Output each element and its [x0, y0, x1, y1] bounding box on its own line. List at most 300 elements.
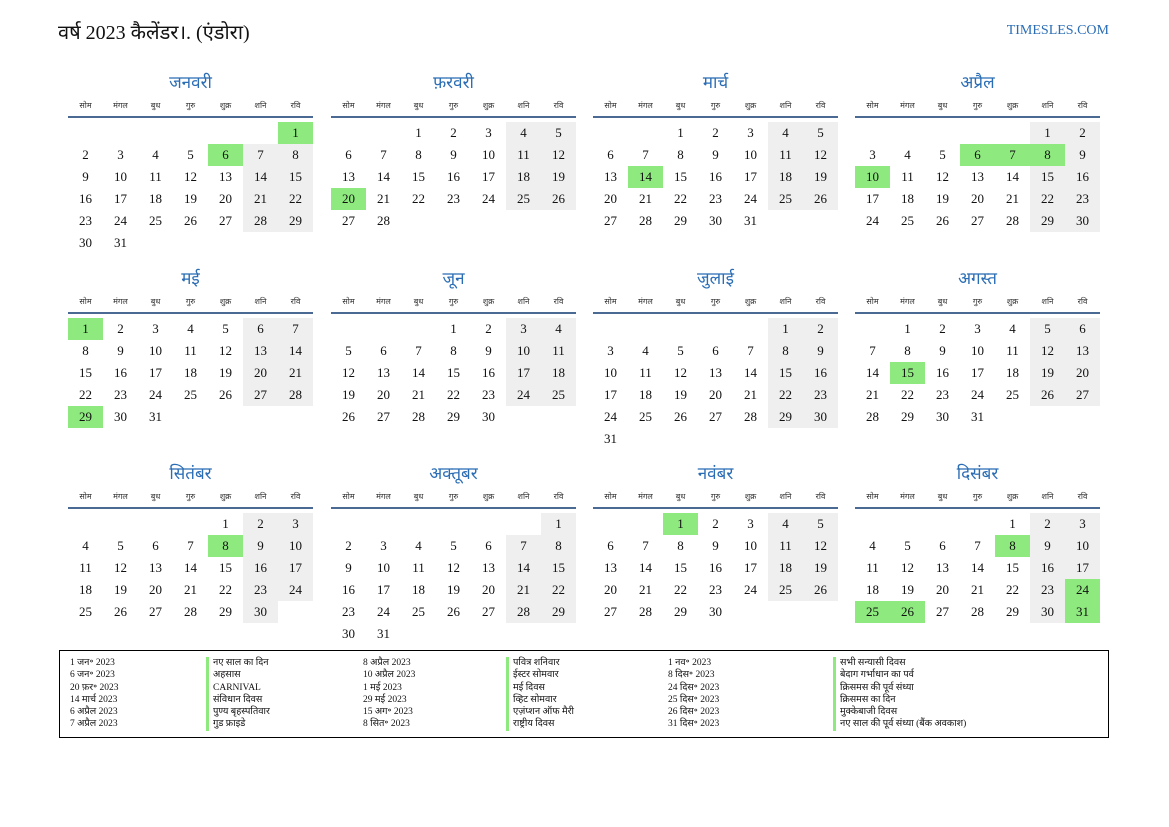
empty-cell — [628, 122, 663, 144]
day-cell: 22 — [674, 582, 687, 597]
weekday-label: गुरु — [710, 297, 721, 306]
day-cell: 3 — [117, 147, 124, 162]
day-cell: 21 — [184, 582, 197, 597]
weekday-label: रवि — [1077, 492, 1088, 501]
day-cell: 10 — [377, 560, 390, 575]
weekday-label: रवि — [1077, 101, 1088, 110]
holiday-day-cell: 7 — [995, 144, 1030, 166]
day-cell: 5 — [345, 343, 352, 358]
day-cell: 31 — [377, 626, 390, 641]
empty-cell — [173, 122, 208, 144]
day-cell: 29 — [674, 604, 687, 619]
day-cell: 23 — [114, 387, 127, 402]
day-cell: 18 — [149, 191, 162, 206]
weekday-label: रवि — [290, 297, 301, 306]
legend-date: 10 अप्रैल 2023 — [363, 670, 416, 681]
day-cell: 22 — [1030, 188, 1065, 210]
empty-cell — [401, 513, 436, 535]
day-cell: 26 — [674, 409, 687, 424]
day-cell: 10 — [1065, 535, 1100, 557]
day-cell: 4 — [82, 538, 89, 553]
weekday-label: सोम — [342, 492, 355, 501]
legend-date: 25 दिस॰ 2023 — [668, 694, 720, 705]
month-block — [855, 463, 1100, 623]
day-cell: 22 — [674, 191, 687, 206]
weekday-label: शनि — [779, 297, 792, 306]
weekday-label: शुक्र — [482, 492, 495, 501]
weekday-label: गुरु — [185, 101, 196, 110]
weekday-label: सोम — [604, 297, 617, 306]
legend-name-column — [206, 657, 270, 731]
day-cell: 9 — [82, 169, 89, 184]
day-cell: 10 — [149, 343, 162, 358]
empty-cell — [366, 122, 401, 144]
weekday-label: सोम — [79, 297, 92, 306]
day-cell: 14 — [184, 560, 197, 575]
day-cell: 15 — [541, 557, 576, 579]
day-cell: 6 — [380, 343, 387, 358]
weekday-label: बुध — [675, 297, 686, 306]
day-cell: 28 — [377, 213, 390, 228]
day-cell: 1 — [222, 516, 229, 531]
day-cell: 17 — [1065, 557, 1100, 579]
day-cell: 17 — [744, 560, 757, 575]
day-cell: 15 — [674, 169, 687, 184]
legend-date: 20 फ़र॰ 2023 — [70, 682, 119, 693]
day-cell: 4 — [768, 122, 803, 144]
month-block — [68, 268, 313, 428]
day-cell: 17 — [866, 191, 879, 206]
day-cell: 27 — [149, 604, 162, 619]
month-name: जनवरी — [169, 73, 212, 92]
weekday-label: मंगल — [376, 101, 391, 110]
day-cell: 19 — [936, 191, 949, 206]
day-cell: 7 — [642, 147, 649, 162]
day-cell: 4 — [506, 122, 541, 144]
weekday-label: शनि — [254, 492, 267, 501]
day-cell: 4 — [187, 321, 194, 336]
day-cell: 1 — [1009, 516, 1016, 531]
weekday-label: शुक्र — [482, 101, 495, 110]
legend-holiday-name: पवित्र शनिवार — [506, 657, 574, 669]
day-cell: 6 — [939, 538, 946, 553]
day-cell: 25 — [184, 387, 197, 402]
day-cell: 8 — [768, 340, 803, 362]
day-cell: 16 — [1030, 557, 1065, 579]
day-cell: 31 — [971, 409, 984, 424]
day-cell: 16 — [803, 362, 838, 384]
day-cell: 23 — [1030, 579, 1065, 601]
weekday-label: सोम — [604, 101, 617, 110]
day-cell: 2 — [712, 516, 719, 531]
weekday-label: सोम — [866, 101, 879, 110]
month-block — [331, 72, 576, 232]
month-block — [68, 72, 313, 254]
day-cell: 14 — [412, 365, 425, 380]
day-grid — [68, 122, 313, 254]
day-cell: 15 — [1030, 166, 1065, 188]
day-cell: 10 — [278, 535, 313, 557]
weekday-label: बुध — [675, 101, 686, 110]
month-name: मार्च — [702, 73, 729, 92]
day-cell: 4 — [152, 147, 159, 162]
day-grid — [855, 318, 1100, 428]
day-cell: 8 — [541, 535, 576, 557]
weekday-label: सोम — [604, 492, 617, 501]
day-cell: 3 — [152, 321, 159, 336]
day-cell: 10 — [604, 365, 617, 380]
day-cell: 21 — [243, 188, 278, 210]
day-cell: 9 — [1065, 144, 1100, 166]
day-cell: 29 — [901, 409, 914, 424]
weekday-header — [68, 491, 313, 509]
empty-cell — [663, 318, 698, 340]
day-cell: 20 — [971, 191, 984, 206]
day-cell: 22 — [541, 579, 576, 601]
day-cell: 16 — [1065, 166, 1100, 188]
day-cell: 4 — [904, 147, 911, 162]
empty-cell — [855, 513, 890, 535]
weekday-label: शनि — [1041, 101, 1054, 110]
day-grid — [855, 513, 1100, 623]
month-block — [855, 268, 1100, 428]
weekday-label: शनि — [517, 101, 530, 110]
month-name: सितंबर — [169, 464, 212, 483]
day-cell: 5 — [117, 538, 124, 553]
day-cell: 2 — [712, 125, 719, 140]
month-name: दिसंबर — [956, 464, 999, 483]
weekday-label: शुक्र — [744, 492, 757, 501]
legend-date: 1 मई 2023 — [363, 682, 402, 693]
day-cell: 18 — [866, 582, 879, 597]
day-cell: 2 — [82, 147, 89, 162]
day-cell: 21 — [639, 582, 652, 597]
legend-date: 1 जन॰ 2023 — [70, 658, 115, 668]
empty-cell — [331, 513, 366, 535]
day-cell: 9 — [939, 343, 946, 358]
weekday-label: रवि — [553, 101, 564, 110]
day-cell: 13 — [1065, 340, 1100, 362]
legend-holiday-name: ईस्टर सोमवार — [506, 669, 574, 681]
day-cell: 29 — [278, 210, 313, 232]
day-cell: 6 — [1065, 318, 1100, 340]
day-cell: 20 — [1065, 362, 1100, 384]
day-cell: 28 — [971, 604, 984, 619]
day-cell: 21 — [506, 579, 541, 601]
weekday-header — [855, 100, 1100, 118]
holiday-day-cell: 14 — [628, 166, 663, 188]
empty-cell — [855, 318, 890, 340]
day-cell: 27 — [377, 409, 390, 424]
day-cell: 17 — [114, 191, 127, 206]
day-cell: 15 — [674, 560, 687, 575]
day-cell: 16 — [709, 560, 722, 575]
day-cell: 28 — [278, 384, 313, 406]
empty-cell — [960, 122, 995, 144]
day-cell: 28 — [243, 210, 278, 232]
weekday-label: बुध — [937, 492, 948, 501]
day-cell: 26 — [1030, 384, 1065, 406]
day-cell: 2 — [1065, 122, 1100, 144]
weekday-label: मंगल — [900, 492, 915, 501]
empty-cell — [698, 318, 733, 340]
holiday-day-cell: 8 — [1030, 144, 1065, 166]
day-cell: 26 — [936, 213, 949, 228]
weekday-label: शनि — [1041, 297, 1054, 306]
day-cell: 7 — [506, 535, 541, 557]
day-cell: 31 — [149, 409, 162, 424]
day-cell: 8 — [415, 147, 422, 162]
day-cell: 16 — [936, 365, 949, 380]
day-cell: 19 — [184, 191, 197, 206]
day-cell: 11 — [184, 343, 197, 358]
day-cell: 11 — [639, 365, 652, 380]
weekday-label: सोम — [79, 101, 92, 110]
legend-date-column — [363, 657, 415, 731]
legend-holiday-name: मई दिवस — [506, 682, 574, 694]
day-cell: 3 — [869, 147, 876, 162]
day-cell: 17 — [482, 169, 495, 184]
day-cell: 3 — [747, 516, 754, 531]
weekday-label: बुध — [150, 297, 161, 306]
holiday-day-cell: 24 — [1065, 579, 1100, 601]
day-cell: 23 — [709, 582, 722, 597]
month-name: फ़रवरी — [433, 73, 474, 92]
day-cell: 14 — [744, 365, 757, 380]
day-cell: 11 — [768, 144, 803, 166]
legend-holiday-name: क्रिसमस की पूर्व संध्या — [833, 682, 966, 694]
day-cell: 25 — [768, 579, 803, 601]
day-cell: 12 — [342, 365, 355, 380]
day-cell: 26 — [219, 387, 232, 402]
day-cell: 9 — [803, 340, 838, 362]
empty-cell — [593, 122, 628, 144]
holiday-day-cell: 1 — [663, 513, 698, 535]
day-cell: 9 — [712, 538, 719, 553]
day-cell: 5 — [222, 321, 229, 336]
empty-cell — [506, 513, 541, 535]
day-cell: 5 — [803, 513, 838, 535]
holiday-day-cell: 20 — [331, 188, 366, 210]
day-cell: 30 — [114, 409, 127, 424]
day-cell: 8 — [82, 343, 89, 358]
month-name: अप्रैल — [960, 73, 995, 92]
day-cell: 27 — [936, 604, 949, 619]
legend-holiday-name: सभी सन्यासी दिवस — [833, 657, 966, 669]
weekday-label: शुक्र — [219, 297, 232, 306]
day-cell: 14 — [506, 557, 541, 579]
weekday-label: मंगल — [113, 492, 128, 501]
day-cell: 14 — [971, 560, 984, 575]
day-cell: 30 — [1030, 601, 1065, 623]
weekday-header — [68, 296, 313, 314]
legend-holiday-name: मुक्केबाजी दिवस — [833, 706, 966, 718]
day-cell: 4 — [415, 538, 422, 553]
day-cell: 3 — [278, 513, 313, 535]
empty-cell — [593, 318, 628, 340]
day-cell: 1 — [1030, 122, 1065, 144]
weekday-label: शनि — [779, 492, 792, 501]
day-cell: 13 — [219, 169, 232, 184]
day-cell: 30 — [79, 235, 92, 250]
day-cell: 4 — [1009, 321, 1016, 336]
legend-name-column — [506, 657, 574, 731]
day-cell: 23 — [79, 213, 92, 228]
empty-cell — [628, 513, 663, 535]
weekday-label: मंगल — [638, 101, 653, 110]
legend-holiday-name: CARNIVAL — [206, 682, 270, 694]
day-cell: 12 — [184, 169, 197, 184]
day-cell: 3 — [485, 125, 492, 140]
empty-cell — [138, 122, 173, 144]
day-cell: 24 — [114, 213, 127, 228]
weekday-label: शुक्र — [744, 101, 757, 110]
day-cell: 12 — [114, 560, 127, 575]
day-cell: 24 — [744, 582, 757, 597]
day-cell: 2 — [939, 321, 946, 336]
day-cell: 27 — [709, 409, 722, 424]
weekday-label: शुक्र — [219, 492, 232, 501]
legend-date: 26 दिस॰ 2023 — [668, 707, 720, 718]
day-cell: 19 — [803, 557, 838, 579]
empty-cell — [855, 122, 890, 144]
day-cell: 15 — [219, 560, 232, 575]
day-cell: 24 — [377, 604, 390, 619]
weekday-label: रवि — [553, 297, 564, 306]
weekday-header — [331, 100, 576, 118]
month-block — [331, 463, 576, 645]
weekday-label: शुक्र — [1006, 297, 1019, 306]
day-cell: 11 — [1006, 343, 1019, 358]
day-cell: 28 — [412, 409, 425, 424]
day-cell: 23 — [1065, 188, 1100, 210]
day-cell: 5 — [450, 538, 457, 553]
month-block — [593, 268, 838, 450]
day-cell: 13 — [971, 169, 984, 184]
weekday-label: सोम — [342, 101, 355, 110]
weekday-label: शनि — [1041, 492, 1054, 501]
day-cell: 14 — [278, 340, 313, 362]
day-cell: 12 — [936, 169, 949, 184]
empty-cell — [173, 513, 208, 535]
legend-holiday-name: क्रिसमस का दिन — [833, 694, 966, 706]
month-name: अगस्त — [958, 269, 997, 288]
weekday-header — [331, 296, 576, 314]
day-cell: 8 — [904, 343, 911, 358]
day-cell: 13 — [149, 560, 162, 575]
weekday-header — [593, 100, 838, 118]
site-link[interactable]: TIMESLES.COM — [1006, 23, 1109, 38]
day-cell: 19 — [541, 166, 576, 188]
day-cell: 16 — [342, 582, 355, 597]
day-cell: 20 — [243, 362, 278, 384]
day-cell: 21 — [971, 582, 984, 597]
day-cell: 9 — [450, 147, 457, 162]
day-cell: 12 — [674, 365, 687, 380]
weekday-label: मंगल — [113, 297, 128, 306]
day-cell: 19 — [447, 582, 460, 597]
empty-cell — [995, 122, 1030, 144]
day-cell: 10 — [971, 343, 984, 358]
month-name: मई — [181, 269, 200, 288]
day-cell: 16 — [114, 365, 127, 380]
legend-date: 6 जन॰ 2023 — [70, 670, 115, 681]
day-cell: 12 — [803, 535, 838, 557]
holiday-day-cell: 26 — [890, 601, 925, 623]
day-cell: 11 — [866, 560, 879, 575]
day-cell: 30 — [803, 406, 838, 428]
day-cell: 22 — [768, 384, 803, 406]
empty-cell — [366, 318, 401, 340]
day-cell: 15 — [447, 365, 460, 380]
day-cell: 5 — [904, 538, 911, 553]
day-cell: 20 — [149, 582, 162, 597]
day-cell: 21 — [377, 191, 390, 206]
day-cell: 2 — [1030, 513, 1065, 535]
legend-date: 8 सित॰ 2023 — [363, 719, 410, 730]
day-cell: 21 — [278, 362, 313, 384]
day-cell: 25 — [768, 188, 803, 210]
legend-date: 14 मार्च 2023 — [70, 694, 118, 705]
weekday-label: बुध — [937, 101, 948, 110]
day-cell: 30 — [709, 213, 722, 228]
holiday-day-cell: 10 — [855, 166, 890, 188]
day-cell: 9 — [712, 147, 719, 162]
day-cell: 7 — [974, 538, 981, 553]
holiday-day-cell: 29 — [68, 406, 103, 428]
day-cell: 14 — [639, 560, 652, 575]
day-cell: 12 — [1030, 340, 1065, 362]
day-cell: 30 — [1065, 210, 1100, 232]
day-cell: 11 — [79, 560, 92, 575]
legend-holiday-name: नए साल का दिन — [206, 657, 270, 669]
day-cell: 25 — [1006, 387, 1019, 402]
day-grid — [331, 122, 576, 232]
day-cell: 9 — [1030, 535, 1065, 557]
day-cell: 12 — [541, 144, 576, 166]
day-cell: 26 — [447, 604, 460, 619]
day-grid — [68, 318, 313, 428]
day-cell: 2 — [450, 125, 457, 140]
weekday-label: गुरु — [448, 101, 459, 110]
empty-cell — [331, 122, 366, 144]
day-cell: 29 — [1006, 604, 1019, 619]
weekday-label: गुरु — [448, 492, 459, 501]
day-cell: 13 — [936, 560, 949, 575]
day-cell: 25 — [901, 213, 914, 228]
day-cell: 24 — [149, 387, 162, 402]
day-cell: 23 — [709, 191, 722, 206]
day-cell: 6 — [152, 538, 159, 553]
month-block — [68, 463, 313, 623]
day-cell: 31 — [114, 235, 127, 250]
day-cell: 23 — [482, 387, 495, 402]
legend-date: 8 अप्रैल 2023 — [363, 658, 411, 668]
day-cell: 24 — [744, 191, 757, 206]
day-cell: 27 — [243, 384, 278, 406]
day-cell: 1 — [677, 125, 684, 140]
day-cell: 23 — [936, 387, 949, 402]
day-grid — [331, 513, 576, 645]
page-title: वर्ष 2023 कैलेंडर।. (एंडोरा) — [58, 22, 250, 44]
day-cell: 19 — [1030, 362, 1065, 384]
weekday-header — [68, 100, 313, 118]
weekday-header — [331, 491, 576, 509]
day-cell: 19 — [901, 582, 914, 597]
day-cell: 8 — [677, 538, 684, 553]
day-cell: 3 — [506, 318, 541, 340]
day-cell: 5 — [1030, 318, 1065, 340]
